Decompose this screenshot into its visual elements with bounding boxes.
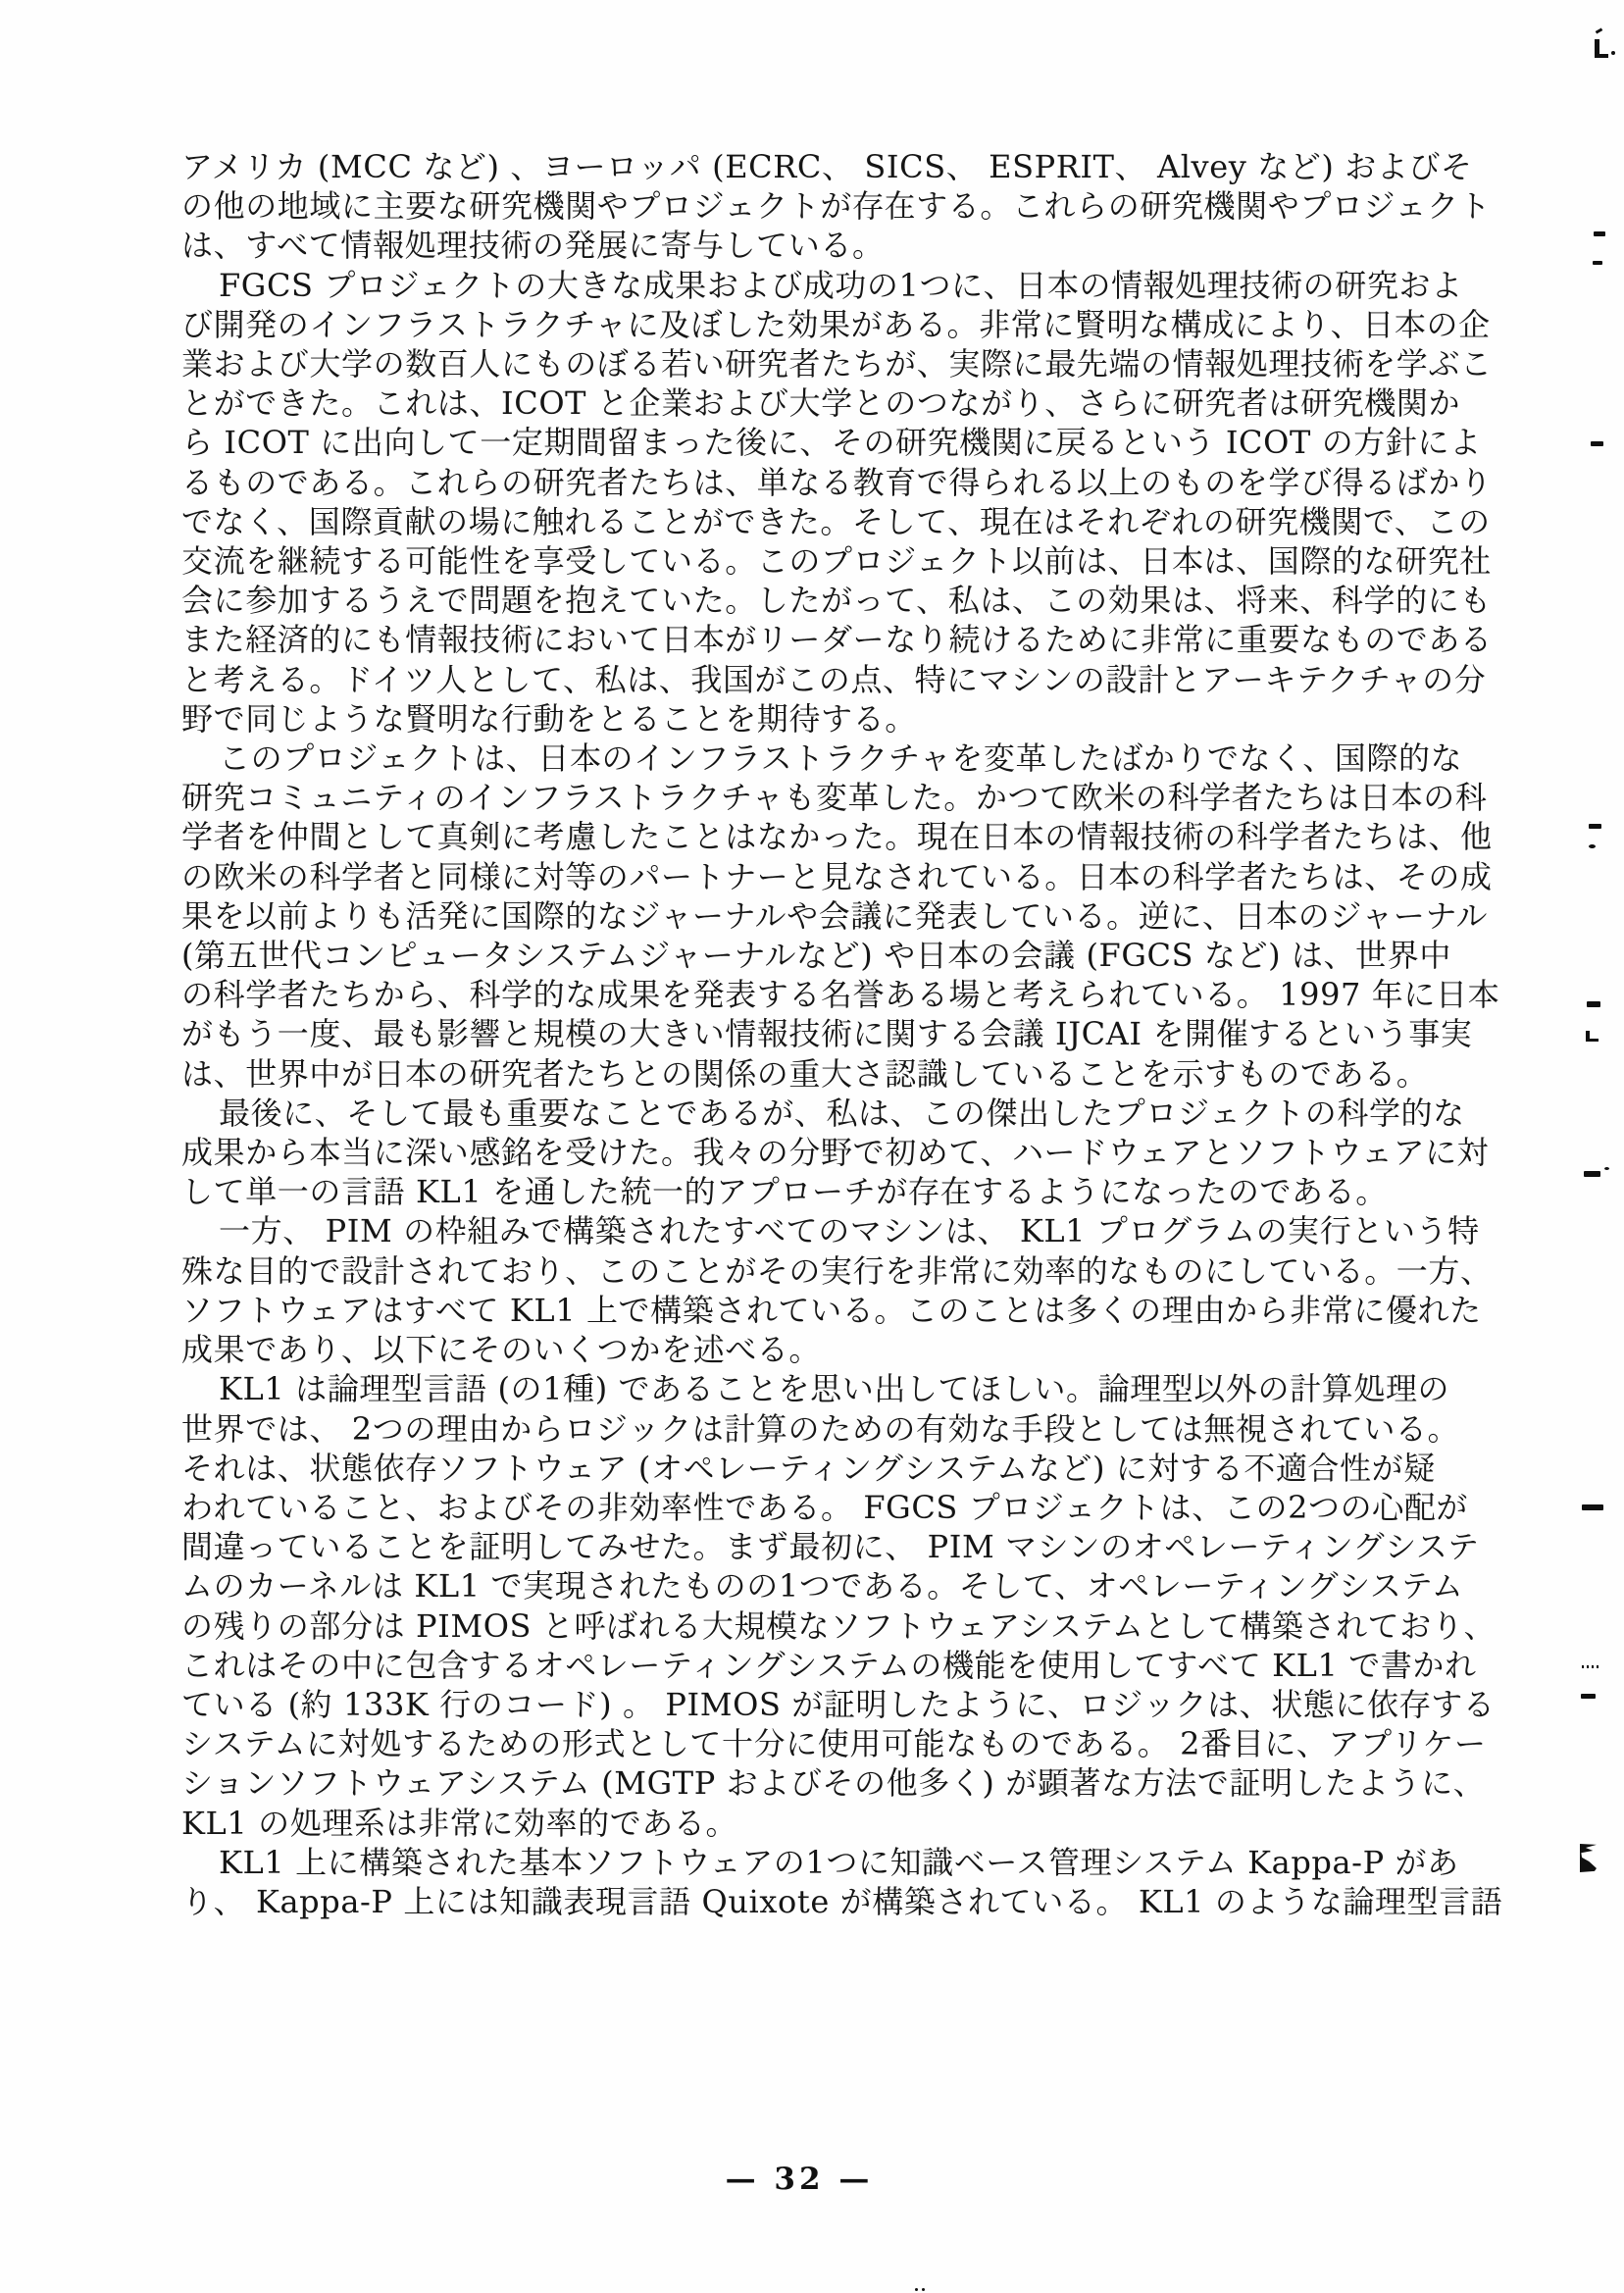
scan-artifact-dot bbox=[922, 2288, 925, 2291]
text-line: 果を以前よりも活発に国際的なジャーナルや会議に発表している。逆に、日本のジャーナル bbox=[181, 896, 1489, 935]
text-line: 最後に、そして最も重要なことであるが、私は、この傑出したプロジェクトの科学的な bbox=[219, 1094, 1465, 1132]
scan-artifact-dash bbox=[1584, 1171, 1600, 1177]
text-line: ションソフトウェアシステム (MGTP およびその他多く) が顕著な方法で証明したように、 bbox=[181, 1764, 1486, 1803]
scan-artifact-blob bbox=[1580, 1844, 1597, 1872]
text-line: 世界では、 2つの理由からロジックは計算のための有効な手段としては無視されている。 bbox=[181, 1409, 1460, 1448]
text-line: ている (約 133K 行のコード) 。 PIMOS が証明したように、ロジックは、状態に依存する bbox=[181, 1685, 1496, 1723]
text-line: KL1 の処理系は非常に効率的である。 bbox=[181, 1804, 738, 1842]
text-line: 野で同じような賢明な行動をとることを期待する。 bbox=[181, 699, 917, 738]
scan-artifact-l-mark-small bbox=[1586, 1031, 1599, 1042]
text-line: ムのカーネルは KL1 で実現されたものの1つである。そして、オペレーティングシステム bbox=[181, 1567, 1464, 1605]
text-line: り、 Kappa-P 上には知識表現言語 Quixote が構築されている。 KL1 のような論理型言語 bbox=[181, 1882, 1503, 1920]
text-line: でなく、国際貢献の場に触れることができた。そして、現在はそれぞれの研究機関で、この bbox=[181, 502, 1491, 540]
scan-artifact-dash bbox=[1593, 261, 1602, 265]
text-line: は、すべて情報処理技術の発展に寄与している。 bbox=[181, 227, 885, 265]
scan-artifact-dot bbox=[1604, 1167, 1609, 1170]
scan-artifact-tick bbox=[1596, 27, 1603, 33]
text-line: 学者を仲間として真剣に考慮したことはなかった。現在日本の情報技術の科学者たちは、他 bbox=[181, 818, 1493, 856]
text-line: われていること、およびその非効率性である。 FGCS プロジェクトは、この2つの心配が bbox=[181, 1488, 1469, 1526]
text-line: 殊な目的で設計されており、このことがその実行を非常に効率的なものにしている。一方、 bbox=[181, 1251, 1493, 1290]
text-line: がもう一度、最も影響と規模の大きい情報技術に関する会議 IJCAI を開催するという事実 bbox=[181, 1015, 1473, 1053]
text-line: システムに対処するための形式として十分に使用可能なものである。 2番目に、アプリケー bbox=[181, 1725, 1487, 1763]
scan-artifact-dash bbox=[1591, 441, 1603, 446]
text-line: これはその中に包含するオペレーティングシステムの機能を使用してすべて KL1 で書かれ bbox=[181, 1646, 1477, 1684]
scan-artifact-dot bbox=[1611, 51, 1615, 55]
text-line: KL1 上に構築された基本ソフトウェアの1つに知識ベース管理システム Kappa-P があ bbox=[219, 1843, 1459, 1881]
text-line: FGCS プロジェクトの大きな成果および成功の1つに、日本の情報処理技術の研究およ bbox=[219, 266, 1463, 304]
text-line: (第五世代コンピュータシステムジャーナルなど) や日本の会議 (FGCS など) は、世界中 bbox=[181, 937, 1451, 975]
text-line: の欧米の科学者と同様に対等のパートナーと見なされている。日本の科学者たちは、その成 bbox=[181, 857, 1493, 895]
text-line: は、世界中が日本の研究者たちとの関係の重大さ認識していることを示すものである。 bbox=[181, 1054, 1429, 1093]
text-line: の他の地域に主要な研究機関やプロジェクトが存在する。これらの研究機関やプロジェクト bbox=[181, 187, 1492, 226]
scan-artifact-l-mark bbox=[1595, 39, 1608, 58]
scan-artifact-dot bbox=[1589, 844, 1596, 848]
scan-artifact-dash bbox=[1582, 1504, 1603, 1510]
text-line: 交流を継続する可能性を享受している。このプロジェクト以前は、日本は、国際的な研究社 bbox=[181, 542, 1492, 581]
text-line: KL1 は論理型言語 (の1種) であることを思い出してほしい。論理型以外の計算処理の bbox=[219, 1370, 1450, 1408]
text-line: び開発のインフラストラクチャに及ぼした効果がある。非常に賢明な構成により、日本の企 bbox=[181, 305, 1491, 343]
text-line: の科学者たちから、科学的な成果を発表する名誉ある場と考えられている。 1997 年に日本 bbox=[181, 976, 1500, 1014]
text-line: とができた。これは、ICOT と企業および大学とのつながり、さらに研究者は研究機関か bbox=[181, 384, 1461, 423]
scan-artifact-dot bbox=[915, 2288, 918, 2291]
text-line: の残りの部分は PIMOS と呼ばれる大規模なソフトウェアシステムとして構築されており、 bbox=[181, 1606, 1497, 1645]
text-line: このプロジェクトは、日本のインフラストラクチャを変革したばかりでなく、国際的な bbox=[219, 739, 1463, 778]
text-line: るものである。これらの研究者たちは、単なる教育で得られる以上のものを学び得るばかり bbox=[181, 463, 1493, 501]
text-line: ら ICOT に出向して一定期間留まった後に、その研究機関に戻るという ICOT の方針によ bbox=[181, 424, 1482, 462]
text-line: と考える。ドイツ人として、私は、我国がこの点、特にマシンの設計とアーキテクチャの分 bbox=[181, 660, 1487, 698]
text-line: 間違っていることを証明してみせた。まず最初に、 PIM マシンのオペレーティングシステ bbox=[181, 1528, 1480, 1566]
text-line: して単一の言語 KL1 を通した統一的アプローチが存在するようになったのである。 bbox=[181, 1173, 1388, 1211]
text-line: また経済的にも情報技術において日本がリーダーなり続けるために非常に重要なものである bbox=[181, 621, 1493, 659]
text-line: 成果から本当に深い感銘を受けた。我々の分野で初めて、ハードウェアとソフトウェアに対 bbox=[181, 1134, 1490, 1172]
scan-artifact-dots-row bbox=[1582, 1665, 1599, 1668]
text-line: 一方、 PIM の枠組みで構築されたすべてのマシンは、 KL1 プログラムの実行という特 bbox=[219, 1212, 1480, 1250]
page-number: — 32 — bbox=[725, 2162, 874, 2197]
text-line: 成果であり、以下にそのいくつかを述べる。 bbox=[181, 1331, 822, 1369]
text-line: それは、状態依存ソフトウェア (オペレーティングシステムなど) に対する不適合性が疑 bbox=[181, 1449, 1436, 1487]
text-line: ソフトウェアはすべて KL1 上で構築されている。このことは多くの理由から非常に優れた bbox=[181, 1291, 1482, 1329]
scan-artifact-dash bbox=[1587, 1001, 1600, 1007]
scan-artifact-dash bbox=[1594, 231, 1605, 236]
text-line: 業および大学の数百人にものぼる若い研究者たちが、実際に最先端の情報処理技術を学ぶこ bbox=[181, 345, 1493, 383]
body-text bbox=[181, 147, 1507, 1921]
text-line: 研究コミュニティのインフラストラクチャも変革した。かつて欧米の科学者たちは日本の科 bbox=[181, 779, 1488, 817]
text-line: アメリカ (MCC など) 、ヨーロッパ (ECRC、 SICS、 ESPRIT、 Alvey など) およびそ bbox=[181, 148, 1473, 185]
text-line: 会に参加するうえで問題を抱えていた。したがって、私は、この効果は、将来、科学的にも bbox=[181, 582, 1492, 620]
scan-artifact-dash bbox=[1589, 824, 1601, 829]
scan-artifact-dash bbox=[1581, 1694, 1596, 1699]
